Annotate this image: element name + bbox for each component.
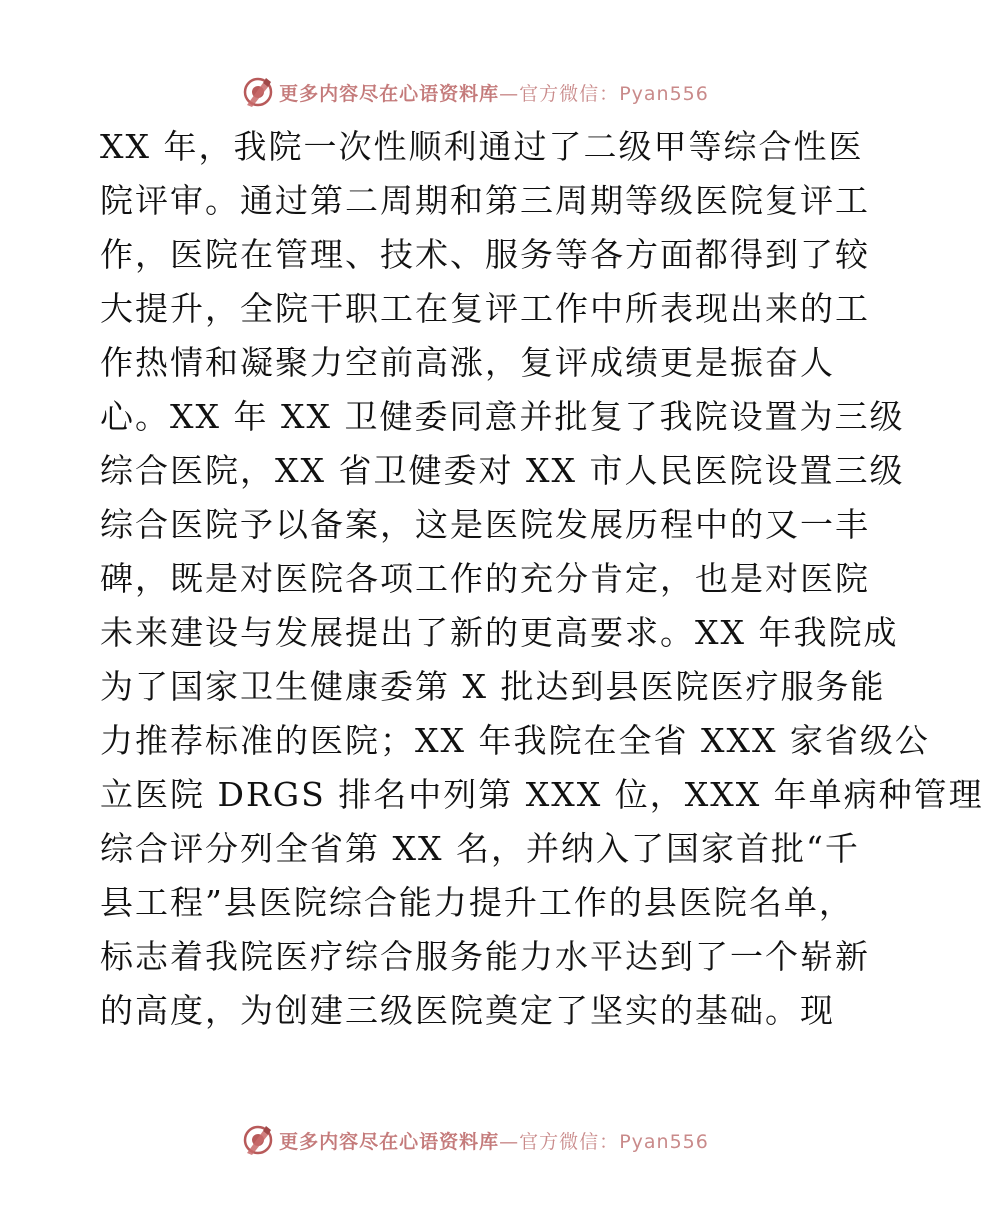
pen-logo-icon — [241, 75, 275, 109]
banner-brand: 更多内容尽在心语资料库 — [279, 1130, 500, 1153]
banner-wechat-handle: Pyan556 — [619, 82, 709, 105]
banner-official-label: 官方微信： — [519, 1130, 620, 1153]
text-line: 院评审。通过第二周期和第三周期等级医院复评工 — [100, 181, 870, 220]
text-line: 为了国家卫生健康委第 X 批达到县医院医疗服务能 — [100, 667, 886, 706]
text-line: 县工程”县医院综合能力提升工作的县医院名单， — [100, 883, 854, 922]
banner-brand: 更多内容尽在心语资料库 — [279, 82, 500, 105]
text-line: XX 年，我院一次性顺利通过了二级甲等综合性医 — [100, 127, 864, 166]
text-line: 综合医院，XX 省卫健委对 XX 市人民医院设置三级 — [100, 451, 905, 490]
text-line: 大提升，全院干职工在复评工作中所表现出来的工 — [100, 289, 870, 328]
text-line: 作，医院在管理、技术、服务等各方面都得到了较 — [100, 235, 870, 274]
banner-separator: — — [499, 1130, 520, 1153]
footer-banner — [0, 1120, 950, 1160]
document-body — [100, 120, 984, 1038]
text-line: 心。XX 年 XX 卫健委同意并批复了我院设置为三级 — [100, 397, 905, 436]
text-line: 综合医院予以备案，这是医院发展历程中的又一丰 — [100, 505, 870, 544]
text-line: 的高度，为创建三级医院奠定了坚实的基础。现 — [100, 991, 835, 1030]
text-line: 碑，既是对医院各项工作的充分肯定，也是对医院 — [100, 559, 870, 598]
text-line: 标志着我院医疗综合服务能力水平达到了一个崭新 — [100, 937, 870, 976]
banner-wechat-handle: Pyan556 — [619, 1130, 709, 1153]
text-line: 力推荐标准的医院；XX 年我院在全省 XXX 家省级公 — [100, 721, 930, 760]
text-line: 综合评分列全省第 XX 名，并纳入了国家首批“千 — [100, 829, 860, 868]
pen-logo-icon — [241, 1123, 275, 1157]
text-line: 作热情和凝聚力空前高涨，复评成绩更是振奋人 — [100, 343, 835, 382]
text-line: 未来建设与发展提出了新的更高要求。XX 年我院成 — [100, 613, 899, 652]
banner-official-label: 官方微信： — [519, 82, 620, 105]
text-line: 立医院 DRGS 排名中列第 XXX 位，XXX 年单病种管理 — [100, 775, 984, 814]
header-banner — [0, 72, 950, 112]
banner-separator: — — [499, 82, 520, 105]
